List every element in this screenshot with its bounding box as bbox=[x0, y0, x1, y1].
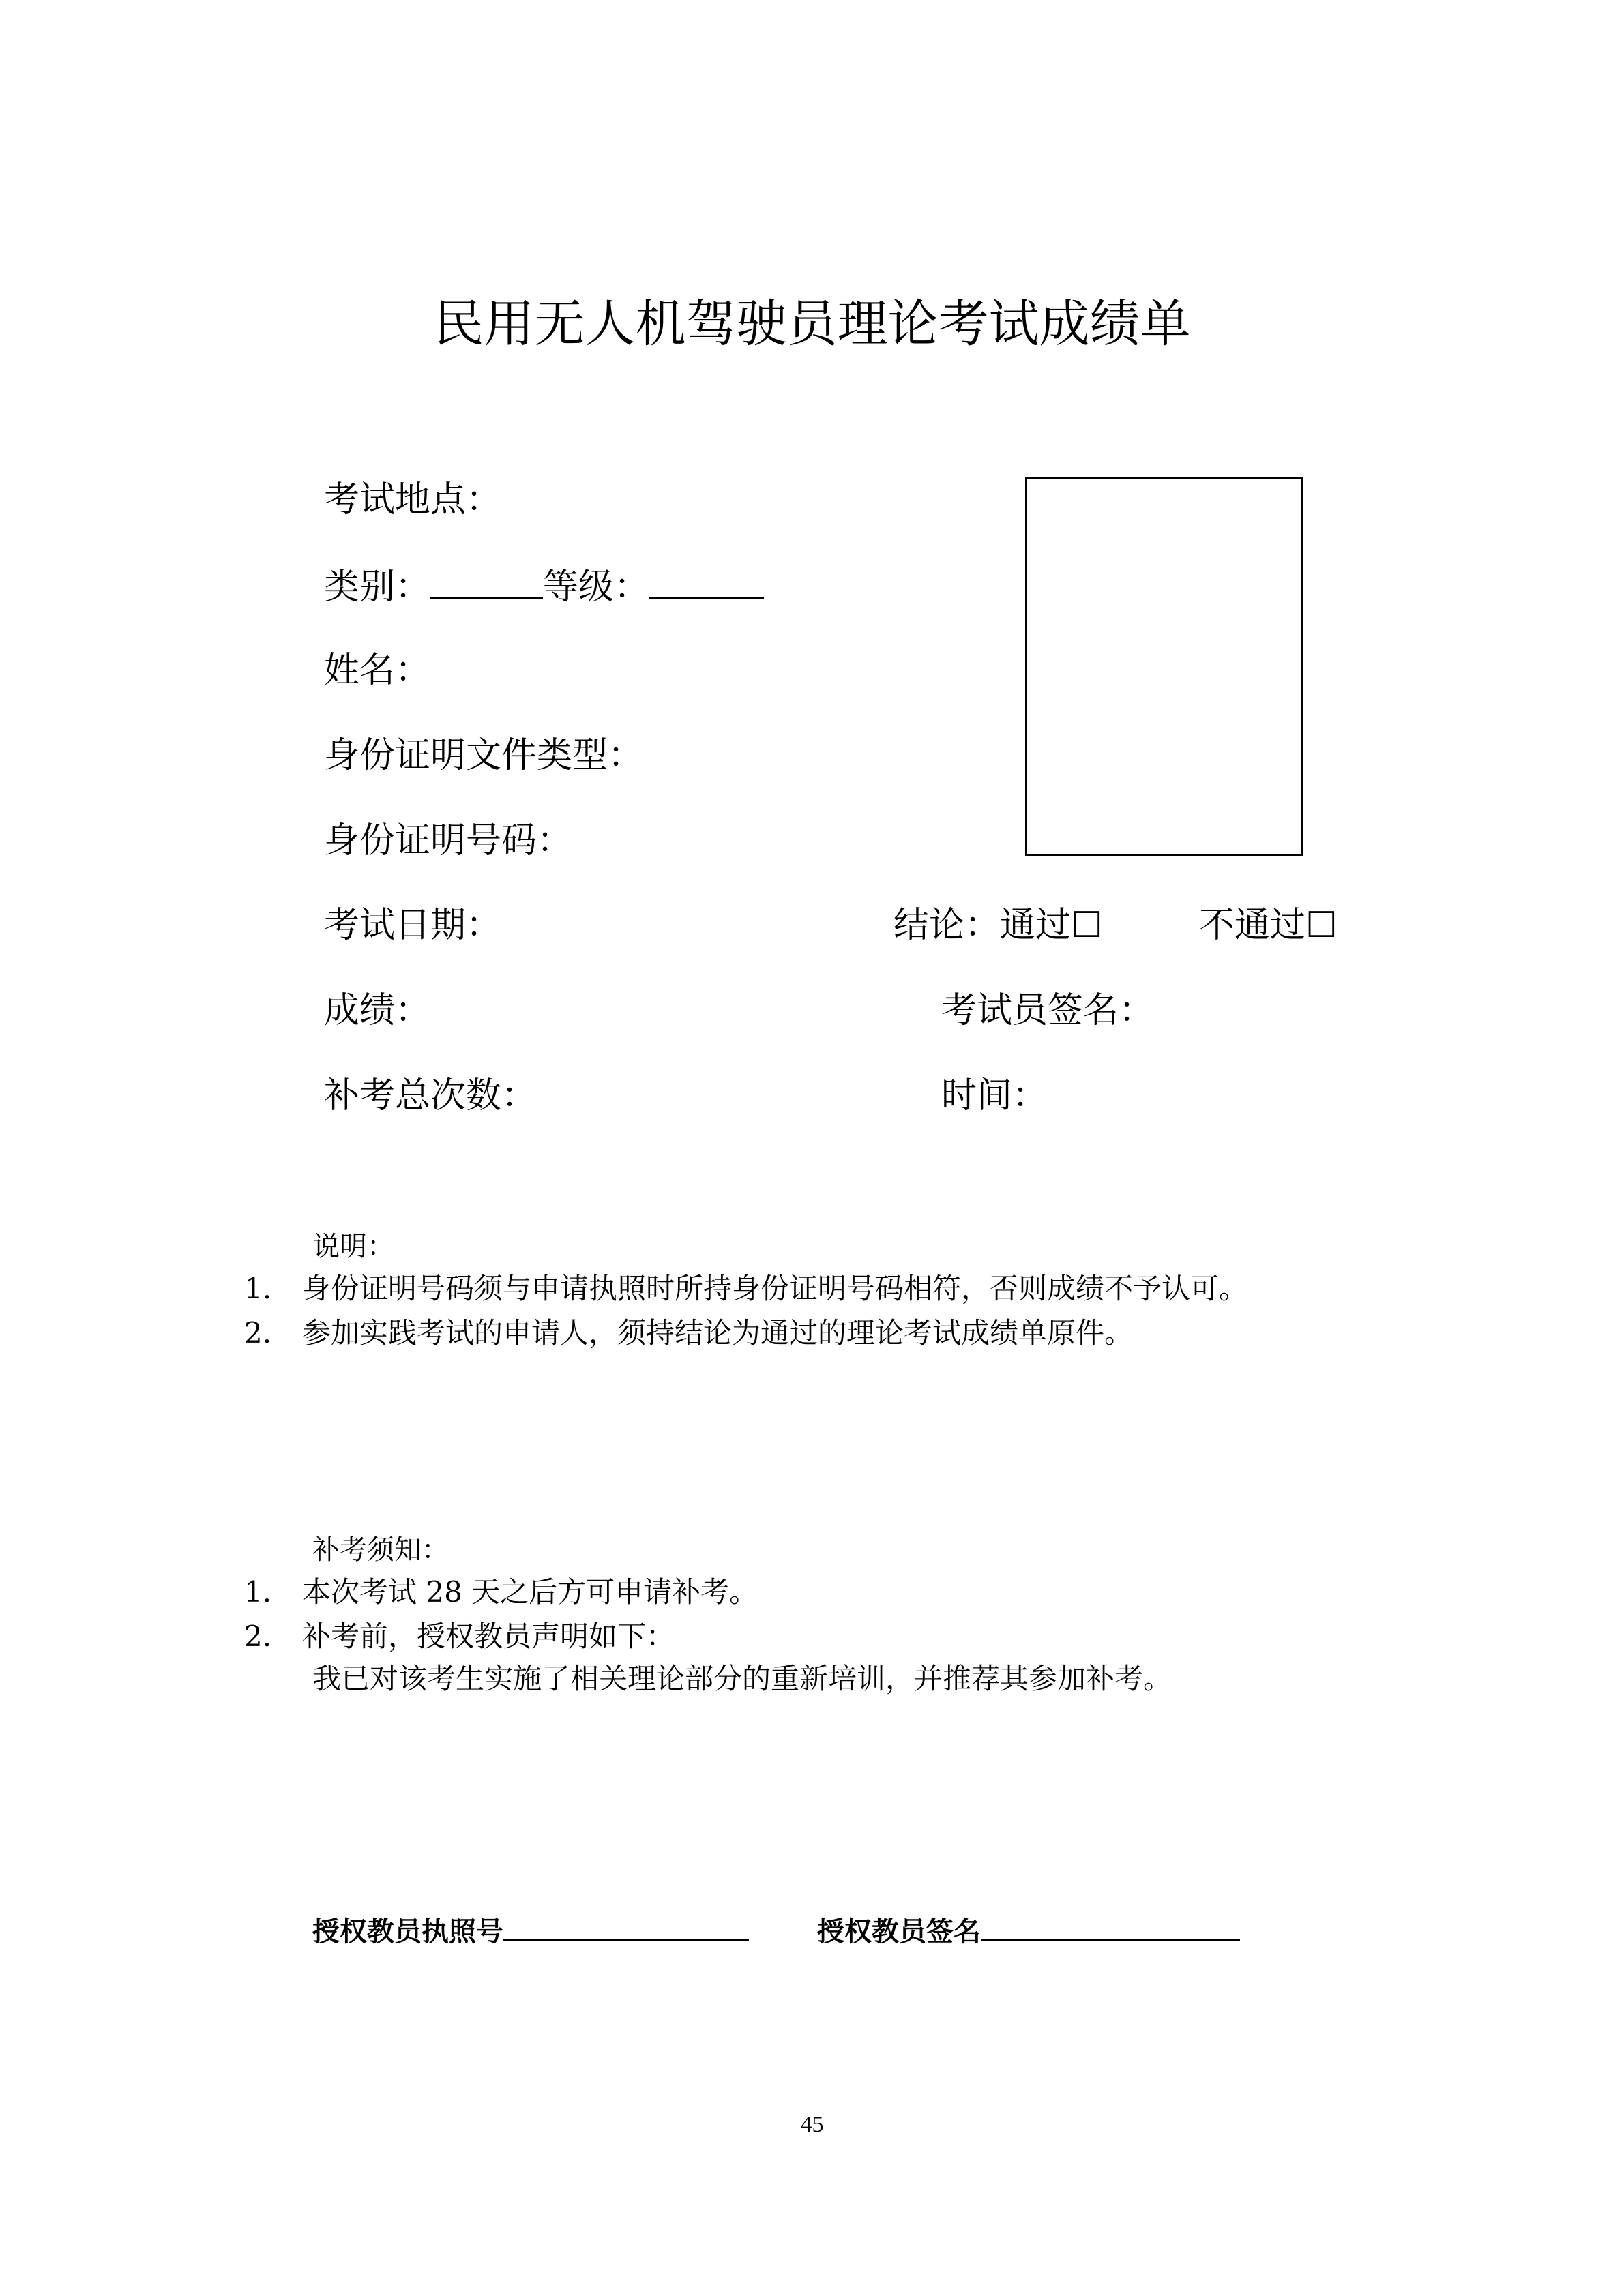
page-title: 民用无人机驾驶员理论考试成绩单 bbox=[433, 295, 1191, 353]
list-item bbox=[244, 1572, 758, 1613]
exam-date-label: 考试日期： bbox=[324, 905, 502, 946]
list-item-number: 1. bbox=[244, 1575, 272, 1609]
instructor-license-row bbox=[312, 1909, 749, 1952]
category-level-row bbox=[324, 561, 764, 611]
conclusion-pass-checkbox[interactable]: 结论：通过☐ bbox=[894, 905, 1103, 946]
list-item-text: 参加实践考试的申请人，须持结论为通过的理论考试成绩单原件。 bbox=[302, 1316, 1134, 1350]
exam-location-label: 考试地点： bbox=[324, 479, 502, 520]
list-item-number: 2. bbox=[244, 1316, 272, 1350]
instructor-license-blank[interactable] bbox=[503, 1909, 749, 1941]
instructor-sign-blank[interactable] bbox=[981, 1909, 1240, 1941]
time-label: 时间： bbox=[941, 1075, 1048, 1116]
instructor-sign-label: 授权教员签名 bbox=[817, 1916, 981, 1948]
list-item-text: 身份证明号码须与申请执照时所持身份证明号码相符，否则成绩不予认可。 bbox=[302, 1272, 1248, 1305]
list-item bbox=[244, 1616, 675, 1657]
page-number: 45 bbox=[800, 2112, 824, 2137]
list-item-text: 补考前，授权教员声明如下： bbox=[302, 1620, 675, 1653]
level-label: 等级： bbox=[543, 567, 650, 608]
conclusion-fail-checkbox[interactable]: 不通过☐ bbox=[1199, 905, 1338, 946]
retake-total-label: 补考总次数： bbox=[324, 1075, 537, 1116]
list-item-text: 本次考试 28 天之后方可申请补考。 bbox=[302, 1575, 758, 1609]
category-blank[interactable] bbox=[430, 561, 543, 599]
notes-heading: 说明： bbox=[312, 1231, 394, 1262]
instructor-license-label: 授权教员执照号 bbox=[312, 1916, 503, 1948]
level-blank[interactable] bbox=[649, 561, 764, 599]
id-doc-type-label: 身份证明文件类型： bbox=[324, 735, 644, 776]
list-item-number: 2. bbox=[244, 1620, 272, 1653]
examiner-sign-label: 考试员签名： bbox=[941, 990, 1155, 1031]
id-number-label: 身份证明号码： bbox=[324, 820, 573, 861]
retake-heading: 补考须知： bbox=[312, 1534, 449, 1566]
retake-declaration: 我已对该考生实施了相关理论部分的重新培训，并推荐其参加补考。 bbox=[312, 1662, 1172, 1695]
list-item bbox=[244, 1268, 1247, 1309]
list-item-number: 1. bbox=[244, 1272, 272, 1305]
name-label: 姓名： bbox=[324, 650, 431, 691]
list-item bbox=[244, 1313, 1133, 1354]
score-label: 成绩： bbox=[324, 990, 431, 1031]
category-label: 类别： bbox=[324, 567, 431, 608]
instructor-sign-row bbox=[817, 1909, 1240, 1952]
photo-box bbox=[1025, 477, 1303, 856]
